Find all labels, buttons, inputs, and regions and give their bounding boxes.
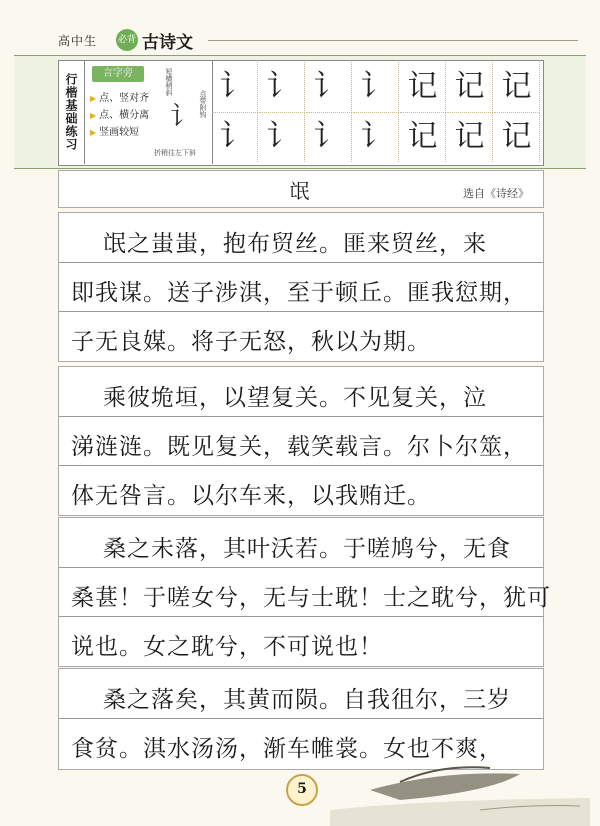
note-top: 短横稍斜 [165,68,173,96]
poem-line: 桑之未落，其叶沃若。于嗟鸠兮，无食 [103,536,511,562]
practice-cell: 讠 [259,62,305,113]
practice-cell: 记 [447,62,493,113]
practice-cell: 记 [494,112,540,162]
practice-cell: 讠 [259,112,305,162]
practice-cell: 讠 [353,112,399,162]
poem-line: 食贫。淇水汤汤，渐车帷裳。女也不爽， [71,736,503,762]
poem-line: 体无咎言。以尔车来，以我贿迁。 [71,483,431,509]
header-rule [208,40,578,41]
practice-cell: 记 [447,112,493,162]
poem-title-box [58,170,544,208]
poem-line: 桑葚！于嗟女兮，无与士耽！士之耽兮，犹可 [71,585,551,611]
poem-line: 涕涟涟。既见复关，载笑载言。尔卜尔筮， [71,434,527,460]
practice-cell: 讠 [353,62,399,113]
stanza-block [58,366,544,516]
note-bottom: 折稍往左下斜 [154,149,196,157]
page-header [58,28,578,54]
badge-bixu: 必背 [116,29,138,51]
practice-cell: 讠 [306,62,352,113]
stanza-block [58,212,544,362]
poem-line: 桑之落矣，其黄而陨。自我徂尔，三岁 [103,687,511,713]
poem-line: 氓之蚩蚩，抱布贸丝。匪来贸丝，来 [103,231,487,257]
poem-source: 选自《诗经》 [463,187,529,200]
tips-list [90,90,149,141]
poem-line: 乘彼垝垣，以望复关。不见复关，泣 [103,385,487,411]
series-name: 高中生 [58,34,98,48]
practice-label: 行楷基础练习 [58,60,85,164]
practice-cell: 记 [494,62,540,113]
poem-line: 子无良媒。将子无怒，秋以为期。 [71,329,431,355]
tip-item: ▶ 点、竖对齐 [90,90,149,107]
practice-cell: 讠 [212,62,258,113]
poem-line: 说也。女之耽兮，不可说也！ [71,634,383,660]
practice-grid [212,60,542,164]
tip-item: ▶ 竖画较短 [90,124,149,141]
stanza-block [58,517,551,667]
book-title: 古诗文 [142,33,193,53]
poem-line: 即我谋。送子涉淇，至于顿丘。匪我愆期， [71,280,527,306]
radical-tips [84,60,213,164]
radical-tag: 言字旁 [92,66,144,82]
practice-cell: 讠 [212,112,258,162]
page-number: 5 [286,774,318,806]
boat-illustration [330,740,590,826]
practice-cell: 记 [400,62,446,113]
practice-cell: 讠 [306,112,352,162]
tip-item: ▶ 点、横分离 [90,107,149,124]
poem-title: 氓 [289,179,313,203]
practice-cell: 记 [400,112,446,162]
radical-demo: 讠 [170,102,197,132]
note-right: 点带附钩 [199,90,207,118]
